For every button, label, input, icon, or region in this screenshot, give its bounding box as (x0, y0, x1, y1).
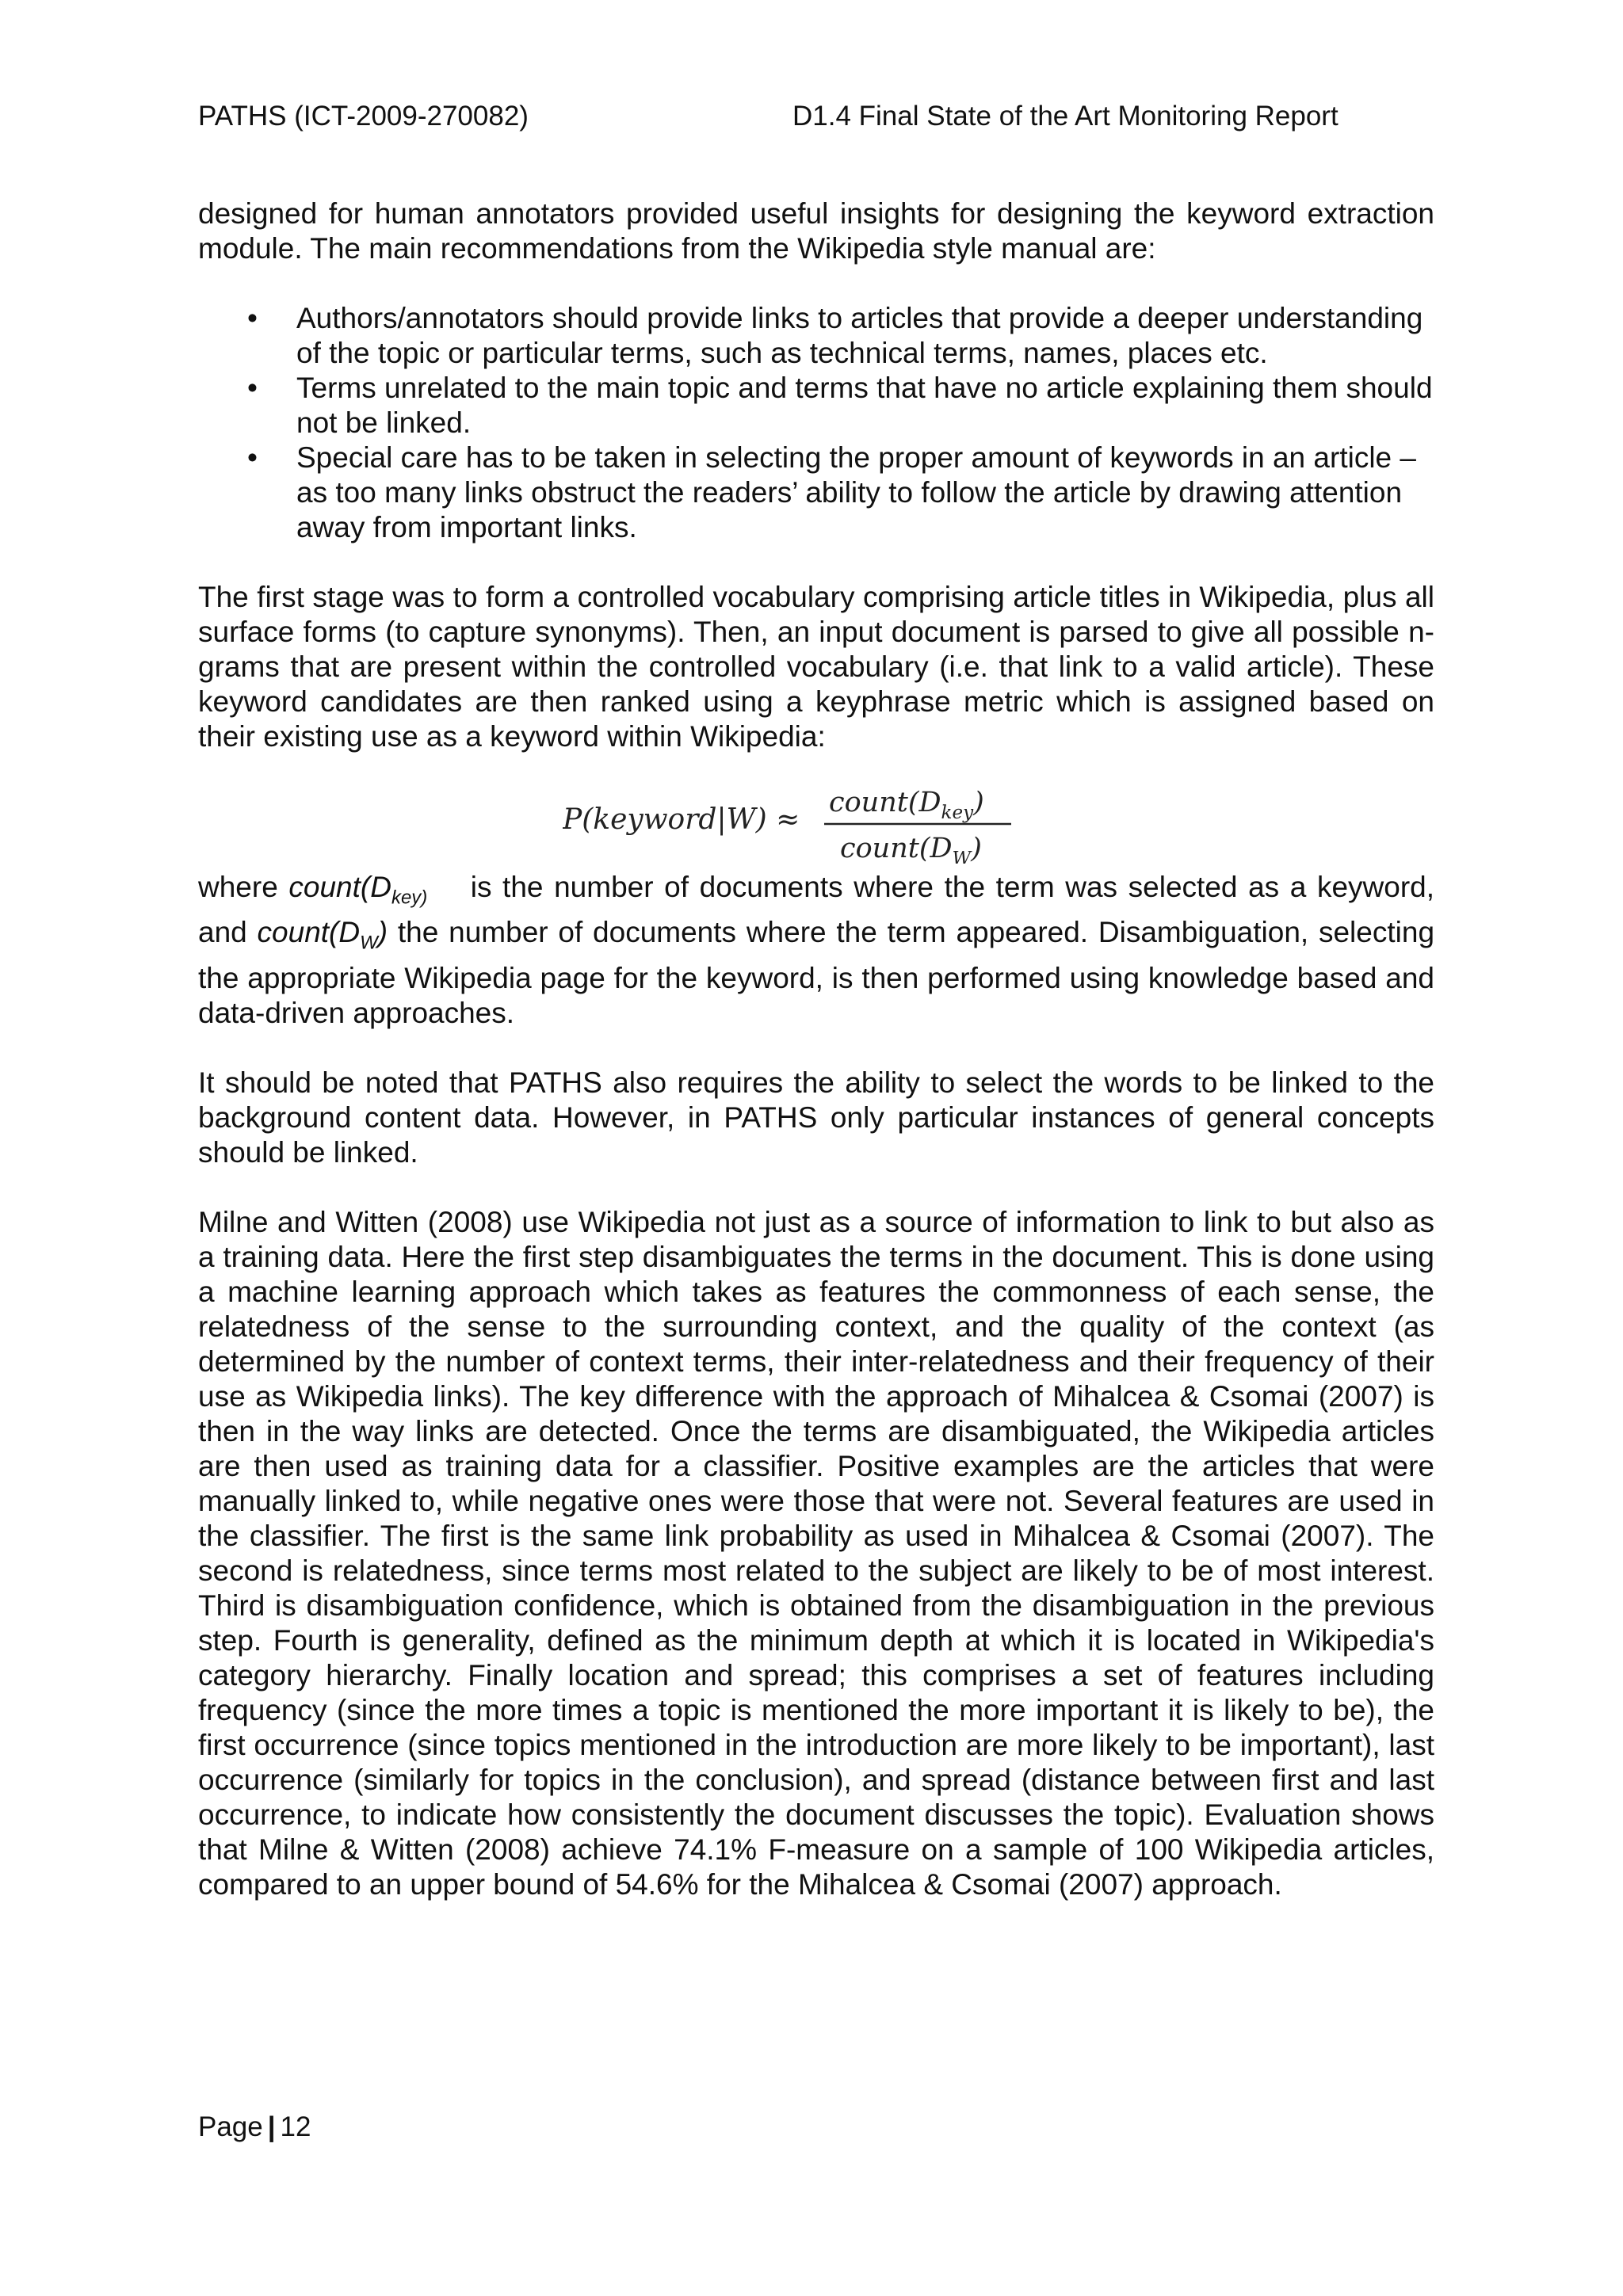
controlled-vocabulary-paragraph: The first stage was to form a controlled vocabulary comprising article titles in Wikipedia, plus all surface forms (to capture synonyms). Then, an input document is parsed to give all possible n-grams that are present within the controlled vocabulary (i.e. that link to a valid article). These keyword candidates are then ranked using a keyphrase metric which is assigned based on their existing use as a keyword within Wikipedia: (198, 581, 1434, 753)
keyphrase-formula (198, 776, 1434, 864)
where-paragraph: where $count(D_{key)}$ is the number of documents where the term was selected as a keyword, and $count(D_W)$ the number of documents where the term appeared. Disambiguation, selecting the appropriate Wikipedia page for the keyword, is then performed using knowledge based and data-driven approaches. (198, 871, 1435, 1029)
page-footer (198, 2107, 311, 2147)
page-body (198, 196, 1434, 1937)
bullet-icon: • (247, 441, 258, 474)
list-item-text: Terms unrelated to the main topic and terms that have no article explaining them should not be linked. (296, 372, 1433, 439)
bullet-icon: • (247, 302, 258, 334)
page-number: 12 (280, 2111, 311, 2142)
formula-lhs: P(keyword|W) ≈ (563, 803, 800, 836)
count-dkey-term: $count(D_{key)}$ (288, 871, 428, 909)
page-separator: | (267, 2111, 276, 2142)
paths-paragraph: It should be noted that PATHS also requires the ability to select the words to be linked to the background content data. However, in PATHS only particular instances of general concepts should be linked. (198, 1066, 1434, 1169)
project-id: PATHS (ICT-2009-270082) (198, 101, 529, 132)
list-item (198, 371, 1434, 441)
formula-graphic (563, 776, 1070, 864)
formula-numerator: $count(D_{key})$ (829, 787, 984, 823)
list-item (198, 441, 1434, 545)
list-item-text: Special care has to be taken in selecting the proper amount of keywords in an article – as too many links obstruct the readers’ ability to follow the article by drawing attention away from important links. (296, 441, 1416, 543)
recommendations-list (198, 301, 1434, 545)
formula-denominator: $count(D_W)$ (840, 833, 982, 864)
bullet-icon: • (247, 372, 258, 404)
page-header (198, 97, 1434, 136)
list-item-text: Authors/annotators should provide links to articles that provide a deeper understanding of the topic or particular terms, such as technical terms, names, places etc. (296, 302, 1423, 369)
report-title: D1.4 Final State of the Art Monitoring Report (792, 101, 1338, 132)
count-dw-term: $count(D_W)$ (257, 916, 388, 954)
list-item (198, 301, 1434, 371)
milne-witten-paragraph: Milne and Witten (2008) use Wikipedia not just as a source of information to link to but also as a training data. Here the first step disambiguates the terms in the document. This is done using a machine learning approach which takes as features the commonness of each sense, the relatedness of the sense to the surrounding context, and the quality of the context (as determined by the number of context terms, their inter-relatedness and their frequency of their use as Wikipedia links). The key difference with the approach of Mihalcea & Csomai (2007) is then in the way links are detected. Once the terms are disambiguated, the Wikipedia articles are then used as training data for a classifier. Positive examples are the articles that were manually linked to, while negative ones were those that were not. Several features are used in the classifier. The first is the same link probability as used in Mihalcea & Csomai (2007). The second is relatedness, since terms most related to the subject are likely to be of most interest. Third is disambiguation confidence, which is obtained from the disambiguation in the previous step. Fourth is generality, defined as the minimum depth at which it is located in Wikipedia's category hierarchy. Finally location and spread; this comprises a set of features including frequency (since the more times a topic is mentioned the more important it is likely to be), the first occurrence (since topics mentioned in the introduction are more likely to be important), last occurrence (similarly for topics in the conclusion), and spread (distance between first and last occurrence, to indicate how consistently the document discusses the topic). Evaluation shows that Milne & Witten (2008) achieve 74.1% F-measure on a sample of 100 Wikipedia articles, compared to an upper bound of 54.6% for the Mihalcea & Csomai (2007) approach. (198, 1205, 1434, 1901)
intro-paragraph: designed for human annotators provided useful insights for designing the keyword extraction module. The main recommendations from the Wikipedia style manual are: (198, 197, 1434, 265)
page-label: Page (198, 2111, 263, 2142)
